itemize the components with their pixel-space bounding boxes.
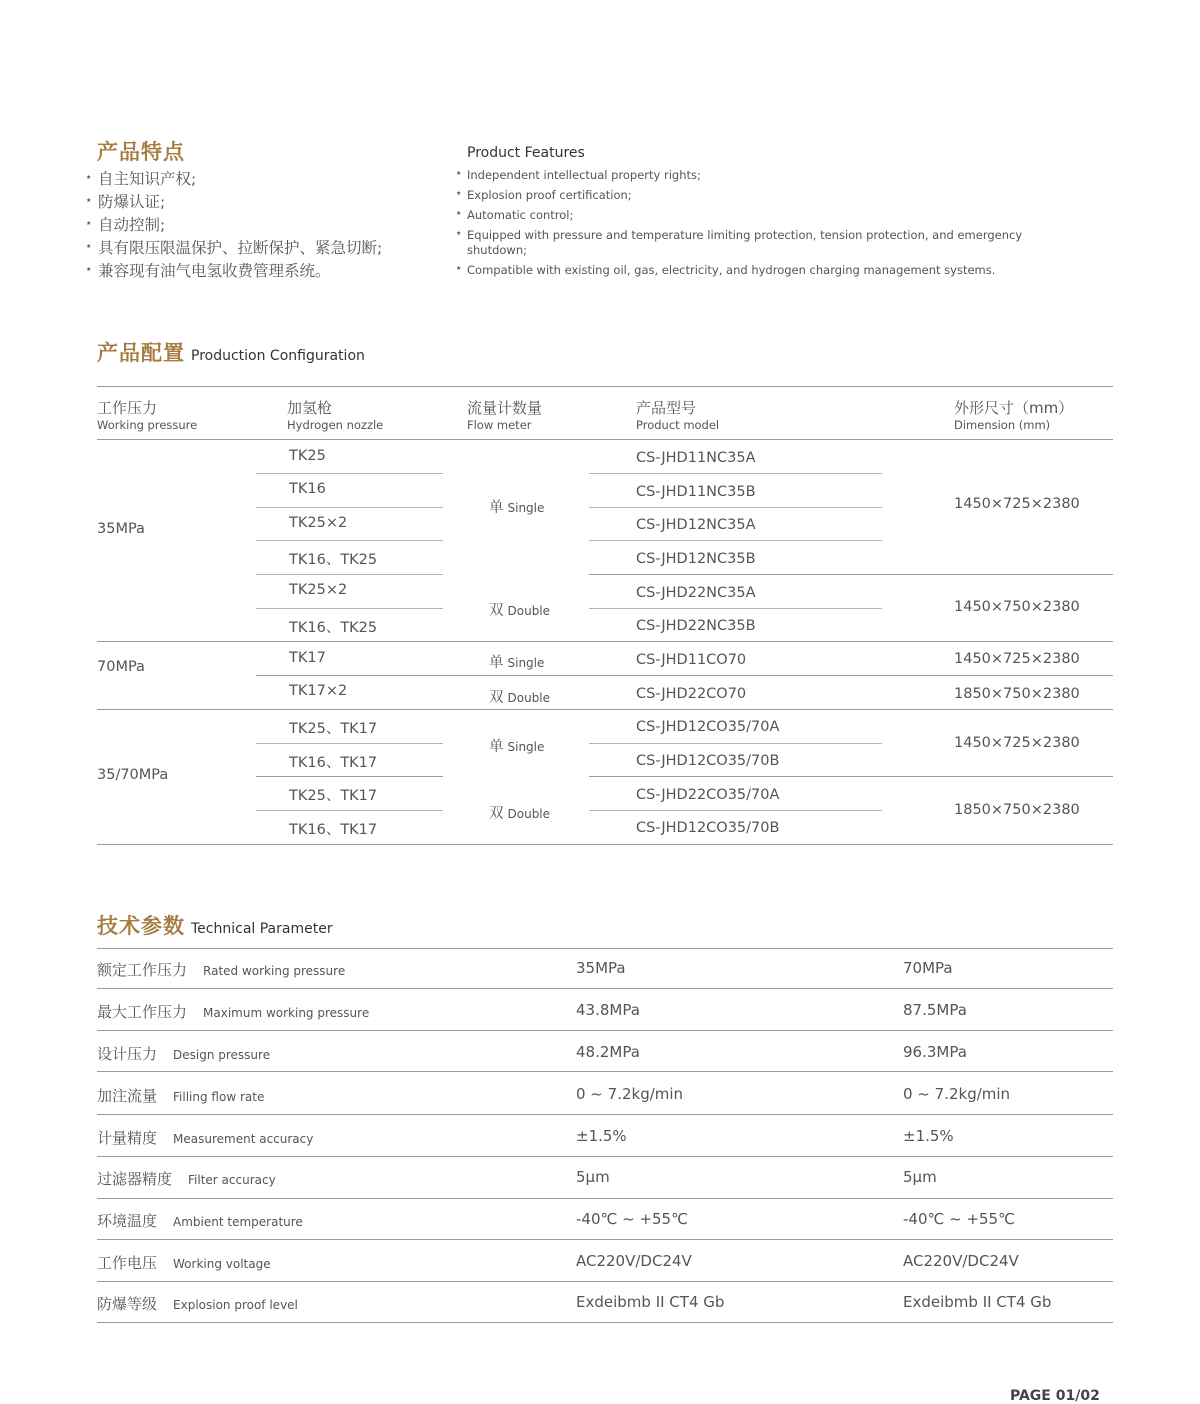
flow-cell bbox=[489, 735, 544, 756]
tech-value-35: 43.8MPa bbox=[576, 1001, 640, 1019]
label-cn: 设计压力 bbox=[97, 1045, 158, 1063]
model-cell: CS-JHD11CO70 bbox=[636, 652, 747, 668]
config-header-dimension bbox=[954, 397, 1073, 432]
tech-value-70: 70MPa bbox=[903, 959, 953, 977]
label-en: Maximum working pressure bbox=[203, 1006, 370, 1020]
config-rule bbox=[256, 675, 1113, 676]
header-cn: 工作压力 bbox=[97, 399, 158, 417]
label-en: Filter accuracy bbox=[188, 1173, 276, 1187]
features-title-cn: 产品特点 bbox=[97, 140, 185, 164]
label-en: Filling flow rate bbox=[173, 1090, 265, 1104]
feature-item-cn: ★ 具有限压限温保护、拉断保护、紧急切断; bbox=[86, 237, 382, 260]
label-cn: 工作电压 bbox=[97, 1254, 158, 1272]
label-cn: 最大工作压力 bbox=[97, 1003, 188, 1021]
tech-value-70: Exdeibmb II CT4 Gb bbox=[903, 1293, 1052, 1311]
config-rule bbox=[97, 641, 1113, 642]
page-number: PAGE 01/02 bbox=[1010, 1388, 1100, 1404]
config-title-cn: 产品配置 bbox=[97, 341, 185, 365]
model-cell: CS-JHD22CO35/70A bbox=[636, 787, 780, 803]
model-cell: CS-JHD22CO70 bbox=[636, 686, 747, 702]
pressure-cell: 35/70MPa bbox=[97, 767, 169, 783]
tech-rule bbox=[97, 1281, 1113, 1282]
nozzle-cell: TK25×2 bbox=[289, 582, 348, 598]
tech-value-70: ±1.5% bbox=[903, 1127, 954, 1145]
label-en: Rated working pressure bbox=[203, 964, 346, 978]
label-en: Working voltage bbox=[173, 1257, 271, 1271]
tech-row-label bbox=[97, 1043, 270, 1064]
tech-row-label bbox=[97, 1210, 303, 1231]
feature-item-en: ★ Equipped with pressure and temperature limiting protection, tension protection, and emergency shutdown; bbox=[456, 228, 1046, 258]
flow-cn: 单 bbox=[489, 500, 504, 516]
label-en: Measurement accuracy bbox=[173, 1132, 314, 1146]
model-cell: CS-JHD11NC35A bbox=[636, 450, 756, 466]
feature-item-en: ★ Compatible with existing oil, gas, electricity, and hydrogen charging management systems. bbox=[456, 263, 1046, 278]
model-cell: CS-JHD11NC35B bbox=[636, 484, 756, 500]
nozzle-cell: TK25、TK17 bbox=[289, 721, 378, 737]
tech-rule bbox=[97, 1156, 1113, 1157]
config-rule bbox=[589, 574, 1113, 575]
tech-rule bbox=[97, 1114, 1113, 1115]
tech-rule bbox=[97, 1071, 1113, 1072]
header-en: Dimension (mm) bbox=[954, 418, 1051, 432]
flow-cell bbox=[489, 802, 550, 823]
tech-value-35: 5μm bbox=[576, 1168, 610, 1186]
tech-value-70: 96.3MPa bbox=[903, 1043, 967, 1061]
nozzle-cell: TK17 bbox=[289, 650, 326, 666]
nozzle-rule bbox=[256, 810, 443, 811]
feature-item-cn: ★ 兼容现有油气电氢收费管理系统。 bbox=[86, 260, 382, 283]
features-list-en bbox=[456, 168, 1046, 283]
tech-value-70: AC220V/DC24V bbox=[903, 1252, 1019, 1270]
header-en: Product model bbox=[636, 418, 720, 432]
dimension-cell: 1450×725×2380 bbox=[954, 735, 1080, 751]
tech-rule bbox=[97, 1322, 1113, 1323]
flow-cn: 双 bbox=[489, 690, 504, 706]
pressure-cell: 70MPa bbox=[97, 659, 145, 675]
header-cn: 外形尺寸（mm） bbox=[954, 399, 1074, 417]
flow-cn: 双 bbox=[489, 603, 504, 619]
tech-row-label bbox=[97, 1085, 264, 1106]
model-rule bbox=[589, 507, 882, 508]
nozzle-cell: TK16 bbox=[289, 481, 326, 497]
config-header-nozzle bbox=[287, 397, 383, 432]
label-cn: 环境温度 bbox=[97, 1212, 158, 1230]
dimension-cell: 1450×725×2380 bbox=[954, 496, 1080, 512]
flow-en: Single bbox=[507, 740, 545, 754]
tech-row-label bbox=[97, 1127, 313, 1148]
feature-item-en: ★ Automatic control; bbox=[456, 208, 1046, 223]
tech-value-70: 0 ~ 7.2kg/min bbox=[903, 1085, 1011, 1103]
model-rule bbox=[589, 608, 882, 609]
tech-value-35: 35MPa bbox=[576, 959, 626, 977]
features-title-en: Product Features bbox=[467, 145, 585, 161]
tech-value-35: -40℃ ~ +55℃ bbox=[576, 1210, 688, 1228]
pressure-cell: 35MPa bbox=[97, 521, 145, 537]
header-en: Flow meter bbox=[467, 418, 532, 432]
model-rule bbox=[589, 743, 882, 744]
tech-rule bbox=[97, 988, 1113, 989]
config-rule bbox=[589, 776, 1113, 777]
tech-value-35: 0 ~ 7.2kg/min bbox=[576, 1085, 684, 1103]
tech-rule bbox=[97, 1030, 1113, 1031]
flow-cn: 单 bbox=[489, 739, 504, 755]
config-title-en: Production Configuration bbox=[191, 348, 365, 364]
config-bottom-rule bbox=[97, 844, 1113, 845]
flow-cn: 单 bbox=[489, 655, 504, 671]
nozzle-cell: TK16、TK17 bbox=[289, 755, 378, 771]
tech-value-70: 5μm bbox=[903, 1168, 937, 1186]
model-cell: CS-JHD22NC35B bbox=[636, 618, 756, 634]
nozzle-rule bbox=[256, 507, 443, 508]
dimension-cell: 1450×725×2380 bbox=[954, 651, 1080, 667]
config-header-pressure bbox=[97, 397, 197, 432]
nozzle-cell: TK16、TK25 bbox=[289, 620, 378, 636]
nozzle-rule bbox=[256, 608, 443, 609]
tech-value-35: Exdeibmb II CT4 Gb bbox=[576, 1293, 725, 1311]
flow-cell bbox=[489, 651, 544, 672]
model-cell: CS-JHD12CO35/70B bbox=[636, 753, 780, 769]
tech-title-cn: 技术参数 bbox=[97, 914, 185, 938]
flow-cell bbox=[489, 599, 550, 620]
flow-en: Double bbox=[507, 691, 551, 705]
header-cn: 产品型号 bbox=[636, 399, 697, 417]
header-en: Hydrogen nozzle bbox=[287, 418, 384, 432]
model-rule bbox=[589, 473, 882, 474]
flow-en: Double bbox=[507, 604, 551, 618]
nozzle-rule bbox=[256, 743, 443, 744]
tech-row-label bbox=[97, 1252, 271, 1273]
nozzle-cell: TK17×2 bbox=[289, 683, 348, 699]
config-header-flow bbox=[467, 397, 542, 432]
nozzle-rule bbox=[256, 473, 443, 474]
nozzle-cell: TK25、TK17 bbox=[289, 788, 378, 804]
nozzle-cell: TK16、TK25 bbox=[289, 552, 378, 568]
model-cell: CS-JHD12NC35A bbox=[636, 517, 756, 533]
nozzle-rule bbox=[256, 540, 443, 541]
flow-en: Single bbox=[507, 501, 545, 515]
header-cn: 流量计数量 bbox=[467, 399, 543, 417]
features-list-cn bbox=[86, 168, 382, 283]
tech-rule bbox=[97, 948, 1113, 949]
flow-cn: 双 bbox=[489, 806, 504, 822]
label-cn: 额定工作压力 bbox=[97, 961, 188, 979]
tech-row-label bbox=[97, 959, 345, 980]
label-en: Design pressure bbox=[173, 1048, 271, 1062]
tech-value-70: -40℃ ~ +55℃ bbox=[903, 1210, 1015, 1228]
tech-value-35: AC220V/DC24V bbox=[576, 1252, 692, 1270]
flow-en: Double bbox=[507, 807, 551, 821]
tech-value-35: 48.2MPa bbox=[576, 1043, 640, 1061]
feature-item-en: ★ Independent intellectual property rights; bbox=[456, 168, 1046, 183]
tech-value-35: ±1.5% bbox=[576, 1127, 627, 1145]
tech-rule bbox=[97, 1198, 1113, 1199]
label-cn: 加注流量 bbox=[97, 1087, 158, 1105]
tech-row-label bbox=[97, 1168, 276, 1189]
tech-row-label bbox=[97, 1001, 369, 1022]
nozzle-cell: TK25 bbox=[289, 448, 326, 464]
feature-item-en: ★ Explosion proof certification; bbox=[456, 188, 1046, 203]
label-cn: 防爆等级 bbox=[97, 1295, 158, 1313]
tech-title-en: Technical Parameter bbox=[191, 921, 333, 937]
dimension-cell: 1850×750×2380 bbox=[954, 686, 1080, 702]
config-header-rule bbox=[97, 439, 1113, 440]
model-rule bbox=[589, 540, 882, 541]
model-cell: CS-JHD22NC35A bbox=[636, 585, 756, 601]
tech-section-title bbox=[97, 910, 333, 940]
feature-item-cn: ★ 防爆认证; bbox=[86, 191, 382, 214]
model-rule bbox=[589, 810, 882, 811]
label-en: Explosion proof level bbox=[173, 1298, 298, 1312]
model-cell: CS-JHD12NC35B bbox=[636, 551, 756, 567]
config-section-title bbox=[97, 337, 365, 367]
config-rule bbox=[97, 709, 1113, 710]
config-header-model bbox=[636, 397, 719, 432]
nozzle-cell: TK16、TK17 bbox=[289, 822, 378, 838]
header-cn: 加氢枪 bbox=[287, 399, 333, 417]
label-en: Ambient temperature bbox=[173, 1215, 303, 1229]
nozzle-rule bbox=[256, 574, 443, 575]
flow-en: Single bbox=[507, 656, 545, 670]
flow-cell bbox=[489, 686, 550, 707]
feature-item-cn: ★ 自动控制; bbox=[86, 214, 382, 237]
model-cell: CS-JHD12CO35/70A bbox=[636, 719, 780, 735]
header-en: Working pressure bbox=[97, 418, 198, 432]
config-top-rule bbox=[97, 386, 1113, 387]
feature-item-cn: ★ 自主知识产权; bbox=[86, 168, 382, 191]
label-cn: 过滤器精度 bbox=[97, 1170, 173, 1188]
label-cn: 计量精度 bbox=[97, 1129, 158, 1147]
nozzle-cell: TK25×2 bbox=[289, 515, 348, 531]
dimension-cell: 1850×750×2380 bbox=[954, 802, 1080, 818]
config-rule bbox=[256, 776, 443, 777]
flow-cell bbox=[489, 496, 544, 517]
tech-rule bbox=[97, 1239, 1113, 1240]
model-cell: CS-JHD12CO35/70B bbox=[636, 820, 780, 836]
tech-value-70: 87.5MPa bbox=[903, 1001, 967, 1019]
dimension-cell: 1450×750×2380 bbox=[954, 599, 1080, 615]
tech-row-label bbox=[97, 1293, 298, 1314]
